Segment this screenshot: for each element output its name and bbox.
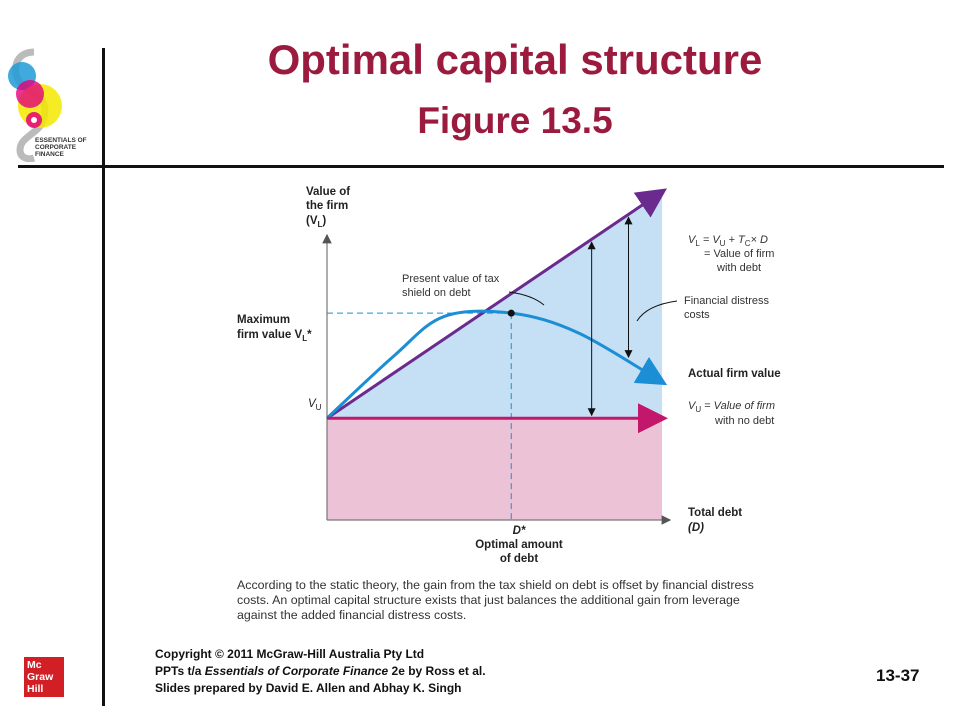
logo-line-3: Hill [27, 683, 44, 695]
levered-label-line-3: with debt [717, 262, 762, 274]
vertical-rule [102, 48, 105, 706]
optimum-point [508, 310, 515, 317]
levered-label-line-2: = Value of firm [704, 248, 775, 260]
mcgraw-hill-logo [24, 657, 64, 697]
slides-credit-line: Slides prepared by David E. Allen and Abhay K. Singh [155, 681, 462, 695]
optimal-label-line-1: Optimal amount [475, 539, 563, 551]
horizontal-rule [18, 165, 944, 168]
tax-shield-annotation-line-2: shield on debt [402, 287, 471, 299]
distress-annotation-line-1: Financial distress [684, 295, 769, 307]
optimal-capital-structure-chart [222, 175, 822, 575]
optimal-label-line-2: of debt [499, 553, 539, 565]
copyright-line: Copyright © 2011 McGraw-Hill Australia Pty Ltd [155, 647, 425, 661]
unlevered-label-line-2: with no debt [715, 415, 775, 427]
y-axis-label-line-2: the firm [306, 200, 349, 212]
slide-subtitle: Figure 13.5 [417, 100, 613, 141]
unlevered-label-line-1: $V_U$ = Value of firm [688, 400, 775, 414]
figure-caption: According to the static theory, the gain from the tax shield on debt is offset by financial distress costs. An optimal capital structure exists that just balances the additional gain from leverage against the added financial distress costs. [237, 578, 754, 622]
tax-shield-annotation-line-1: Present value of tax [402, 273, 500, 285]
max-value-label-line-2: firm value $V_L*$ [237, 329, 312, 343]
x-axis-label-line-2: (D) [688, 522, 704, 534]
dstar-label: D* [512, 525, 526, 537]
slide-title: Optimal capital structure [267, 36, 763, 83]
copyright-block [155, 646, 486, 697]
y-axis-label-line-3: $(V_L)$ [306, 215, 327, 229]
page-number: 13-37 [876, 666, 920, 685]
levered-formula-label: $V_L = V_U + T_C\times D$ [688, 234, 768, 248]
ppt-credit-line: PPTs t/a Essentials of Corporate Finance 2e by Ross et al. [155, 664, 486, 678]
equity-value-fill [327, 418, 662, 520]
logo-line-2: Graw [27, 671, 54, 683]
logo-caption: ESSENTIALS OF CORPORATE FINANCE [35, 137, 87, 158]
vu-tick-label: $V_U$ [308, 398, 322, 412]
y-axis-label-line-1: Value of [306, 186, 351, 198]
x-axis-label-line-1: Total debt [688, 507, 743, 519]
max-value-label-line-1: Maximum [237, 314, 291, 326]
logo-line-1: Mc [27, 659, 42, 671]
distress-annotation-line-2: costs [684, 309, 710, 321]
actual-value-label: Actual firm value [688, 368, 781, 380]
